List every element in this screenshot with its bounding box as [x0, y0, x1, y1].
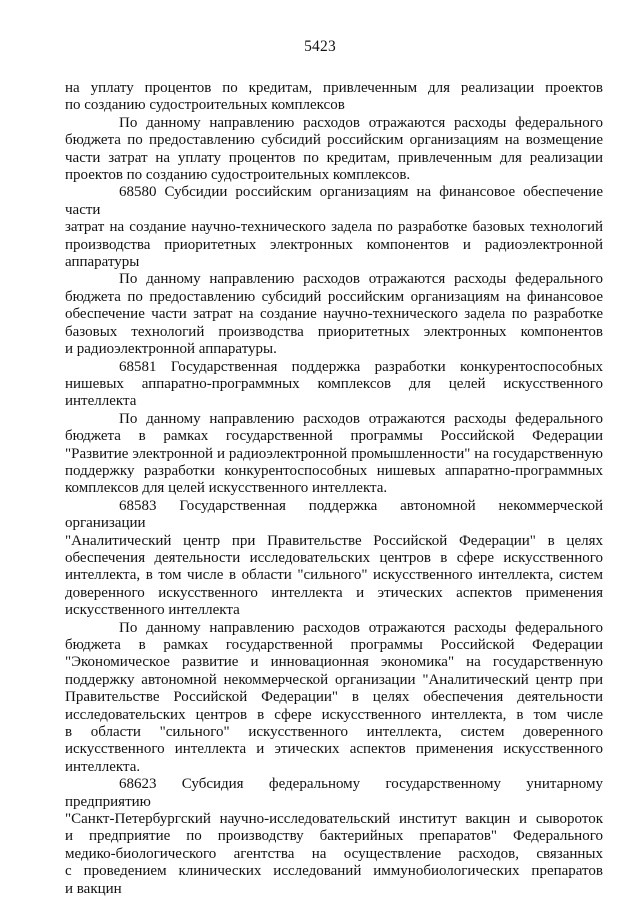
text-line: 68623 Субсидия федеральному государственному унитарному предприятию	[65, 776, 603, 810]
text-line: обеспечение части затрат на создание научно-технического задела по разработке	[65, 306, 603, 323]
text-line: части затрат на уплату процентов по кредитам, привлеченным для реализации	[65, 149, 603, 166]
paragraph-p1	[65, 115, 603, 185]
text-line: Правительстве Российской Федерации" в целях обеспечения деятельности	[65, 689, 603, 706]
text-line: "Развитие электронной и радиоэлектронной промышленности" на государственную	[65, 445, 603, 462]
text-line: по созданию судостроительных комплексов	[65, 97, 345, 114]
text-line: на уплату процентов по кредитам, привлеченным для реализации проектов	[65, 80, 603, 96]
text-line: производства приоритетных электронных компонентов и радиоэлектронной	[65, 236, 603, 253]
text-line: "Аналитический центр при Правительстве Российской Федерации" в целях	[65, 532, 603, 549]
text-line: доверенного искусственного интеллекта и этических аспектов применения	[65, 584, 603, 601]
text-line: "Экономическое развитие и инновационная экономика" на государственную	[65, 654, 603, 671]
text-line: По данному направлению расходов отражаются расходы федерального	[119, 619, 603, 636]
text-line: исследовательских центров в сфере искусственного интеллекта, в том числе	[65, 706, 603, 723]
text-line: бюджета по предоставлению субсидий российским организациям на возмещение	[65, 132, 603, 149]
text-line: искусственного интеллекта	[65, 602, 240, 619]
paragraph-p3	[65, 271, 603, 358]
text-line: проектов по созданию судостроительных комплексов.	[65, 167, 411, 184]
text-line: 68580 Субсидии российским организациям на финансовое обеспечение части	[65, 184, 603, 218]
text-line: и предприятие по производству бактерийных препаратов" Федерального	[65, 828, 603, 845]
text-line: бюджета в рамках государственной программы Российской Федерации	[65, 428, 603, 445]
text-line: бюджета по предоставлению субсидий российским организациям на финансовое	[65, 288, 603, 305]
paragraph-p0	[65, 80, 603, 115]
paragraph-p8	[65, 776, 603, 898]
text-line: поддержку разработки конкурентоспособных нишевых аппаратно-программных	[65, 462, 603, 479]
text-line: 68583 Государственная поддержка автономной некоммерческой организации	[65, 497, 603, 532]
text-line: и вакцин	[65, 880, 122, 897]
text-line: и радиоэлектронной аппаратуры.	[65, 341, 277, 358]
paragraph-p7	[65, 620, 603, 777]
text-line: затрат на создание научно-технического задела по разработке базовых технологий	[65, 219, 603, 236]
paragraph-p5	[65, 411, 603, 498]
text-line: По данному направлению расходов отражаются расходы федерального	[119, 271, 603, 288]
text-line: базовых технологий производства приоритетных электронных компонентов	[65, 323, 603, 340]
text-line: По данному направлению расходов отражаются расходы федерального	[119, 410, 603, 427]
text-line: медико-биологического агентства на осуществление расходов, связанных	[65, 845, 603, 862]
paragraph-p2	[65, 184, 603, 271]
page-number: 5423	[304, 38, 336, 55]
text-line: поддержку автономной некоммерческой организации "Аналитический центр при	[65, 671, 603, 688]
text-line: обеспечения деятельности исследовательских центров в сфере искусственного	[65, 549, 603, 566]
text-line: нишевых аппаратно-программных комплексов для целей искусственного	[65, 375, 603, 392]
text-line: с проведением клинических исследований иммунобиологических препаратов	[65, 863, 603, 880]
paragraph-p6	[65, 498, 603, 620]
text-line: в области "сильного" искусственного интеллекта, систем доверенного	[65, 724, 603, 741]
text-line: интеллекта	[65, 393, 137, 410]
text-line: бюджета в рамках государственной программы Российской Федерации	[65, 637, 603, 653]
text-line: По данному направлению расходов отражаются расходы федерального	[119, 114, 603, 131]
text-line: интеллекта.	[65, 758, 141, 775]
text-line: аппаратуры	[65, 254, 140, 271]
text-line: комплексов для целей искусственного интеллекта.	[65, 480, 388, 497]
text-line: "Санкт-Петербургский научно-исследовательский институт вакцин и сывороток	[65, 811, 603, 828]
document-body	[65, 80, 603, 898]
text-line: искусственного интеллекта и этических аспектов применения искусственного	[65, 741, 603, 758]
paragraph-p4	[65, 359, 603, 411]
text-line: интеллекта, в том числе в области "сильного" искусственного интеллекта, систем	[65, 567, 603, 584]
text-line: 68581 Государственная поддержка разработки конкурентоспособных	[119, 358, 603, 375]
